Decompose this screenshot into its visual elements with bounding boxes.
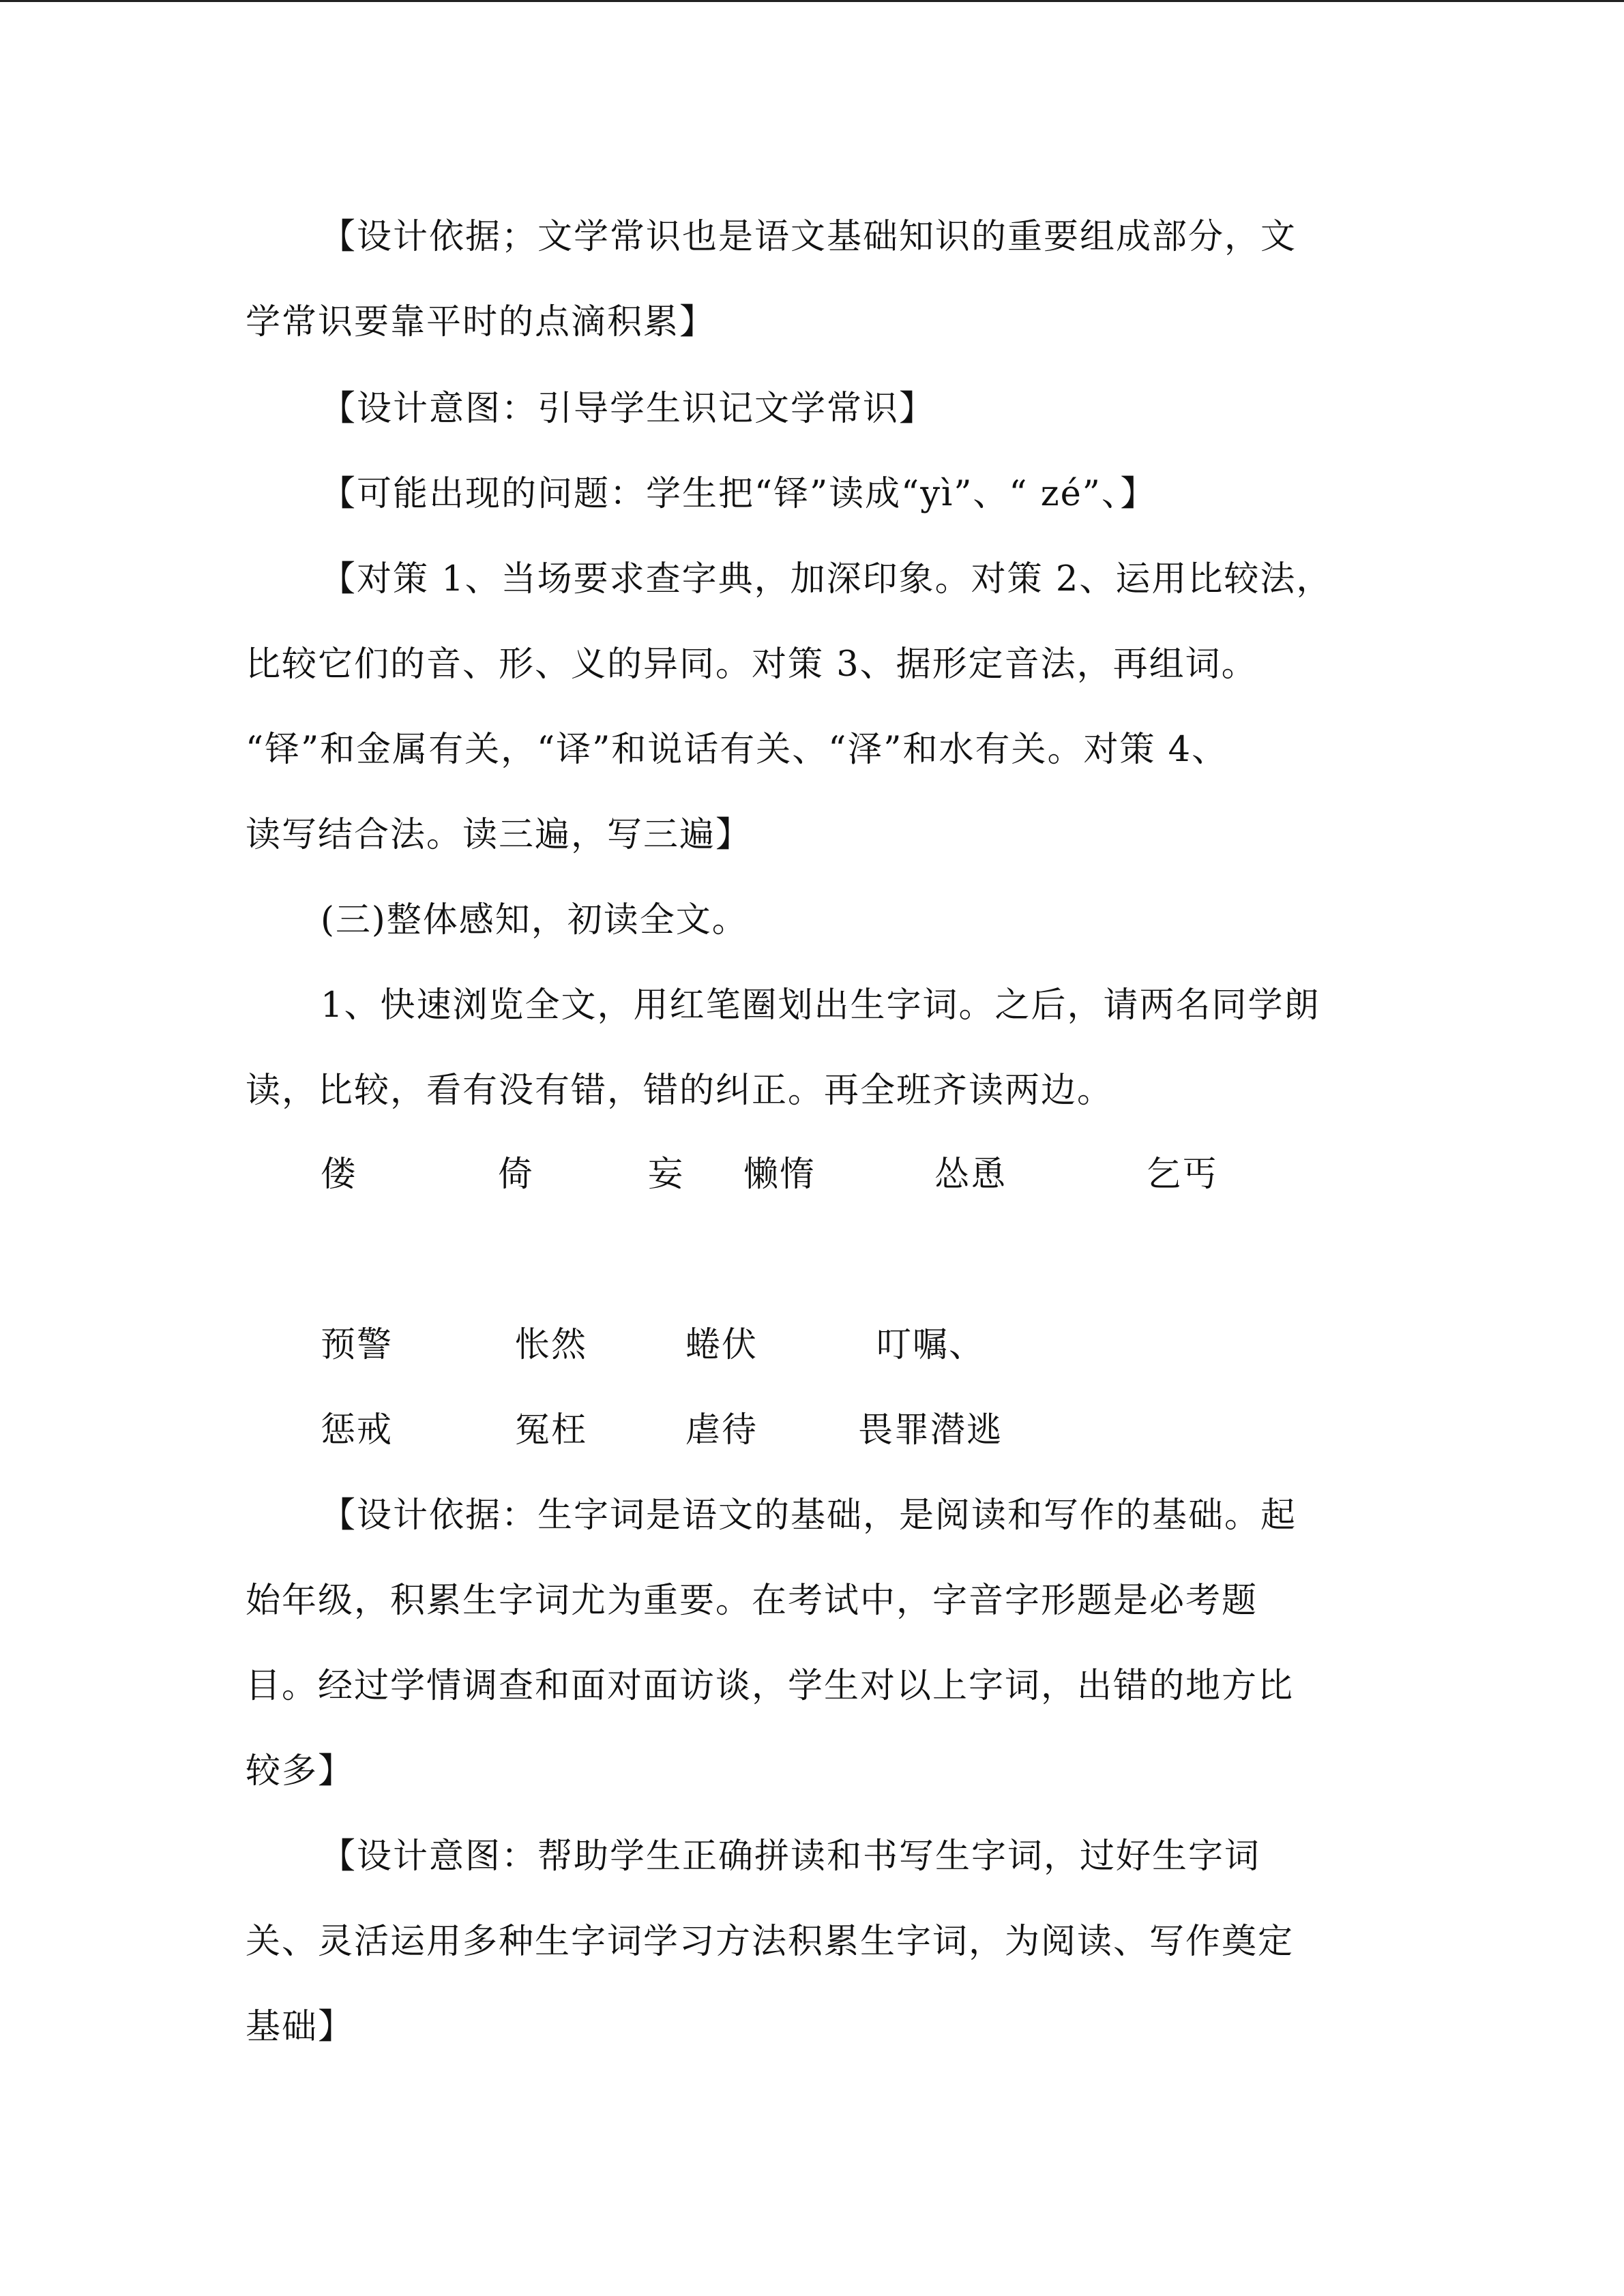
- paragraph-line: 【设计意图：帮助学生正确拼读和书写生字词，过好生字词: [321, 1836, 1261, 1877]
- paragraph-line: 学常识要靠平时的点滴积累】: [246, 302, 716, 342]
- paragraph-line: 【设计意图：引导学生识记文学常识】: [321, 389, 936, 429]
- paragraph-line: 基础】: [246, 2007, 355, 2047]
- paragraph-line: 关、灵活运用多种生字词学习方法积累生字词，为阅读、写作奠定: [246, 1922, 1295, 1962]
- paragraph-line: 【可能出现的问题：学生把“铎”读成“yì”、“ zé”、】: [321, 474, 1157, 514]
- vocab-word: 妄: [648, 1154, 685, 1195]
- paragraph-line: 比较它们的音、形、义的异同。对策 3、据形定音法，再组词。: [246, 644, 1258, 685]
- paragraph-line: 较多】: [246, 1751, 355, 1791]
- vocab-word: 畏罪潜逃: [858, 1410, 1003, 1450]
- vocab-word: 怂恿: [934, 1154, 1007, 1195]
- vocab-word: 虐待: [685, 1410, 758, 1450]
- paragraph-line: 1、快速浏览全文，用红笔圈划出生字词。之后，请两名同学朗: [321, 985, 1320, 1026]
- vocab-word: 怅然: [515, 1325, 588, 1365]
- paragraph-line: 读写结合法。读三遍，写三遍】: [246, 815, 752, 855]
- paragraph-line: 读，比较，看有没有错，错的纠正。再全班齐读两边。: [246, 1071, 1114, 1111]
- vocab-word: 倚: [498, 1154, 535, 1195]
- paragraph-line: 【设计依据：生字词是语文的基础，是阅读和写作的基础。起: [321, 1495, 1297, 1536]
- paragraph-line: 【设计依据；文学常识也是语文基础知识的重要组成部分，文: [321, 217, 1297, 257]
- vocab-word: 偻: [321, 1154, 357, 1195]
- section-heading: (三)整体感知，初读全文。: [321, 900, 748, 940]
- vocab-word: 叮嘱、: [876, 1325, 986, 1365]
- vocab-word: 惩戒: [321, 1410, 394, 1450]
- vocab-word: 乞丐: [1146, 1154, 1219, 1195]
- paragraph-line: 始年级，积累生字词尤为重要。在考试中，字音字形题是必考题: [246, 1581, 1258, 1621]
- vocab-word: 懒惰: [743, 1154, 816, 1195]
- vocab-word: 冤枉: [515, 1410, 588, 1450]
- vocab-word: 蜷伏: [685, 1325, 758, 1365]
- paragraph-line: “铎”和金属有关，“译”和说话有关、“泽”和水有关。对策 4、: [246, 730, 1228, 770]
- paragraph-line: 目。经过学情调查和面对面访谈，学生对以上字词，出错的地方比: [246, 1666, 1295, 1706]
- vocab-word: 预警: [321, 1325, 394, 1365]
- paragraph-line: 【对策 1、当场要求查字典，加深印象。对策 2、运用比较法，: [321, 559, 1333, 599]
